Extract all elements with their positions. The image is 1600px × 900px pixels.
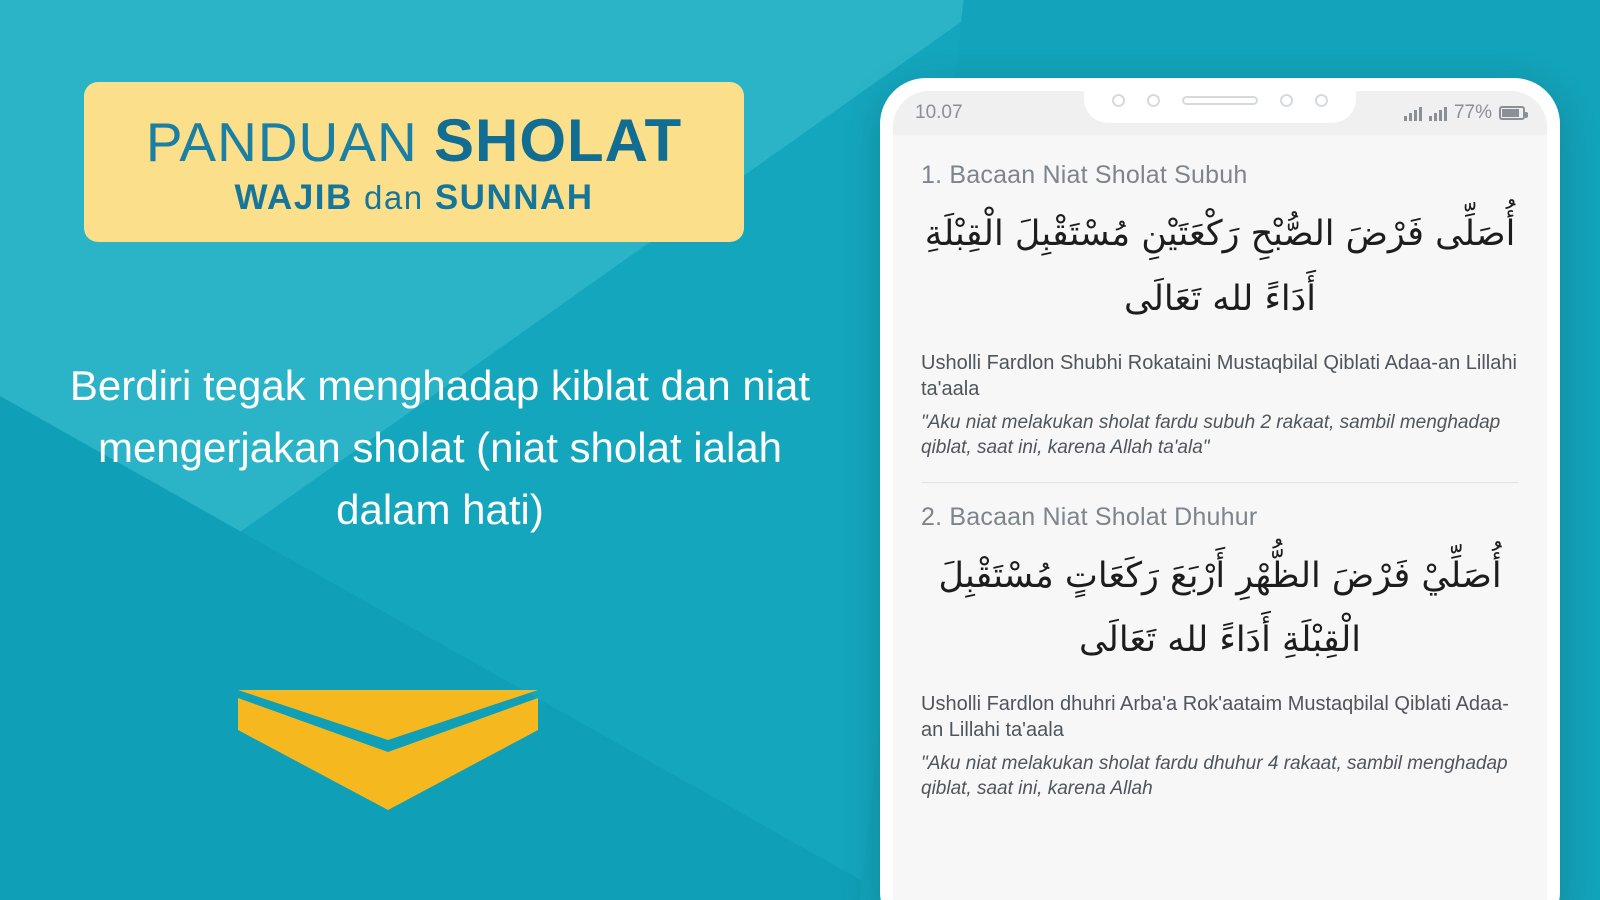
- notch-sensor-icon: [1147, 94, 1160, 107]
- prayer-heading: 1. Bacaan Niat Sholat Subuh: [921, 161, 1248, 189]
- open-book-icon: [238, 690, 538, 810]
- notch-sensor-2-icon: [1280, 94, 1293, 107]
- promo-title-word-panduan: PANDUAN: [145, 111, 418, 174]
- promo-subtitle-word-wajib: WAJIB: [234, 177, 353, 217]
- promo-subtitle-word-dan: dan: [364, 178, 424, 216]
- promo-title-card: [84, 82, 744, 242]
- battery-percent-label: 77%: [1453, 102, 1492, 123]
- promo-title-word-sholat: SHOLAT: [433, 107, 683, 175]
- phone-notch: [1084, 91, 1356, 123]
- list-divider: [921, 482, 1519, 483]
- prayer-arabic-text: أُصَلِّى فَرْضَ الصُّبْحِ رَكْعَتَيْنِ مُسْتَقْبِلَ الْقِبْلَةِ أَدَاءً لله تَعَالَى: [924, 214, 1516, 319]
- prayer-meaning: "Aku niat melakukan sholat fardu dhuhur 4 rakaat, sambil menghadap qiblat, saat ini, karena Allah: [921, 753, 1508, 800]
- status-bar: [893, 91, 1547, 135]
- prayer-meaning: "Aku niat melakukan sholat fardu subuh 2 rakaat, sambil menghadap qiblat, saat ini, karena Allah ta'ala": [921, 411, 1501, 458]
- status-bar-right: [1404, 102, 1525, 124]
- promo-subtitle-word-sunnah: SUNNAH: [434, 177, 594, 217]
- signal-icon: [1429, 105, 1447, 121]
- notch-camera-icon: [1112, 94, 1125, 107]
- promo-title-line-1: [145, 107, 683, 175]
- wifi-icon: [1404, 105, 1422, 121]
- status-bar-time: 10.07: [915, 102, 963, 123]
- notch-speaker-icon: [1182, 96, 1258, 105]
- promo-title-line-2: [234, 178, 593, 218]
- promo-description: Berdiri tegak menghadap kiblat dan niat mengerjakan sholat (niat sholat ialah dalam hati): [69, 362, 811, 534]
- prayer-heading: 2. Bacaan Niat Sholat Dhuhur: [921, 502, 1258, 531]
- prayer-entry: [921, 161, 1519, 460]
- phone-screen: [893, 91, 1547, 900]
- prayer-transliteration: Usholli Fardlon Shubhi Rokataini Mustaqbilal Qiblati Adaa-an Lillahi ta'aala: [921, 351, 1517, 400]
- prayer-transliteration: Usholli Fardlon dhuhri Arba'a Rok'aataim Mustaqbilal Qiblati Adaa-an Lillahi ta'aala: [921, 693, 1509, 742]
- battery-icon: [1499, 106, 1525, 120]
- app-content-scroll[interactable]: [893, 135, 1547, 900]
- phone-mockup: [880, 78, 1560, 900]
- prayer-entry: [921, 503, 1519, 802]
- prayer-arabic-text: أُصَلِّيْ فَرْضَ الظُّهْرِ أَرْبَعَ رَكَعَاتٍ مُسْتَقْبِلَ الْقِبْلَةِ أَدَاءً لله تَعَالَى: [938, 555, 1502, 661]
- notch-camera-2-icon: [1315, 94, 1328, 107]
